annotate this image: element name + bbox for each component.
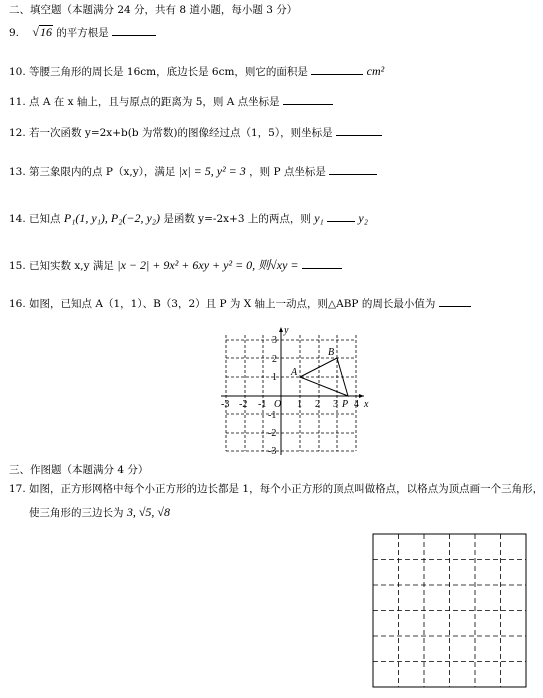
question-17-line-2 bbox=[29, 504, 170, 521]
condition-expression: |x| = 5, y² = 3 bbox=[178, 164, 246, 178]
y-axis-label: y bbox=[284, 325, 289, 336]
question-number: 12. bbox=[9, 127, 26, 139]
answer-blank[interactable] bbox=[302, 257, 342, 269]
question-text: 如图，已知点 A（1，1）、B（3，2）且 P 为 X 轴上一动点，则△ABP 的周长最小值为 bbox=[29, 298, 436, 310]
question-number: 17. bbox=[9, 483, 26, 495]
question-17-line-1 bbox=[9, 481, 543, 497]
x-axis-arrow bbox=[359, 394, 364, 398]
unit: cm² bbox=[366, 64, 385, 78]
question-13 bbox=[9, 163, 377, 180]
question-number: 16. bbox=[9, 298, 26, 310]
answer-blank[interactable] bbox=[329, 163, 377, 175]
answer-blank[interactable] bbox=[336, 124, 382, 136]
y-tick: -1 bbox=[268, 410, 277, 421]
dashed-grid bbox=[226, 335, 356, 451]
question-16 bbox=[9, 295, 471, 312]
point-p-label: P bbox=[342, 399, 349, 410]
origin-label: O bbox=[274, 399, 282, 410]
y1-symbol: y₁ bbox=[314, 211, 324, 225]
question-text: 等腰三角形的周长是 16cm，底边长是 6cm，则它的面积是 bbox=[29, 66, 308, 78]
question-text: 的平方根是 bbox=[56, 27, 109, 39]
x-tick: -1 bbox=[258, 399, 267, 410]
question-14 bbox=[9, 210, 368, 227]
question-number: 14. bbox=[9, 213, 26, 225]
x-tick: 4 bbox=[354, 399, 359, 410]
question-number: 13. bbox=[9, 166, 26, 178]
x-tick: 1 bbox=[297, 399, 302, 410]
y-tick: -2 bbox=[268, 428, 277, 439]
answer-blank[interactable] bbox=[327, 210, 355, 222]
question-11 bbox=[9, 93, 333, 110]
point-a-label: A bbox=[291, 367, 298, 378]
answer-blank[interactable] bbox=[311, 63, 363, 75]
answer-blank[interactable] bbox=[283, 93, 333, 105]
question-text: 如图，正方形网格中每个小正方形的边长都是 1，每个小正方形的顶点叫做格点，以格点为顶点画一个三角形， bbox=[29, 483, 543, 495]
question-text: 已知实数 x,y 满足 bbox=[29, 260, 114, 272]
question-text: 第三象限内的点 P（x,y），满足 bbox=[29, 166, 176, 178]
y-tick: 1 bbox=[272, 372, 277, 383]
x-tick: 2 bbox=[315, 399, 320, 410]
x-tick-labels bbox=[221, 399, 359, 410]
square-grid[interactable] bbox=[372, 533, 528, 689]
question-text: 若一次函数 y=2x+b(b 为常数)的图像经过点（1，5），则坐标是 bbox=[29, 127, 333, 139]
question-number: 11. bbox=[9, 96, 26, 108]
x-tick: -3 bbox=[221, 399, 230, 410]
question-number: 15. bbox=[9, 260, 26, 272]
question-9: 9. √16 的平方根是 bbox=[9, 24, 156, 41]
y-tick: 2 bbox=[272, 354, 277, 365]
side-lengths: 3, √5, √8 bbox=[126, 505, 171, 519]
point-b-label: B bbox=[328, 347, 335, 358]
question-text: 是函数 y=-2x+3 上的两点，则 bbox=[163, 213, 311, 225]
y-tick: 3 bbox=[272, 335, 277, 346]
x-axis-label: x bbox=[364, 399, 369, 410]
question-text: 点 A 在 x 轴上，且与原点的距离为 5，则 A 点坐标是 bbox=[29, 96, 280, 108]
points-expression: P₁(1, y₁), P₂(−2, y₂) bbox=[63, 211, 160, 225]
y-axis-arrow bbox=[279, 327, 283, 332]
section-title-fill-blank: 二、填空题（本题满分 24 分，共有 8 道小题，每小题 3 分） bbox=[9, 4, 298, 16]
question-10 bbox=[9, 63, 384, 80]
question-text: ，则 P 点坐标是 bbox=[249, 166, 326, 178]
question-text: 使三角形的三边长为 bbox=[29, 507, 124, 519]
coordinate-figure bbox=[218, 325, 368, 457]
question-number: 9. bbox=[9, 27, 20, 39]
condition-expression: |x − 2| + 9x² + 6xy + y² = 0, 则√xy = bbox=[117, 258, 299, 272]
section-title-drawing: 三、作图题（本题满分 4 分） bbox=[9, 464, 149, 476]
question-12 bbox=[9, 124, 382, 141]
radicand: 16 bbox=[39, 25, 52, 39]
grid-lines bbox=[373, 534, 526, 687]
y2-symbol: y₂ bbox=[358, 211, 368, 225]
answer-blank[interactable] bbox=[439, 295, 471, 307]
question-text: 已知点 bbox=[29, 213, 61, 225]
question-15 bbox=[9, 257, 342, 274]
x-tick: -2 bbox=[239, 399, 248, 410]
answer-blank[interactable] bbox=[112, 24, 156, 36]
y-tick: -3 bbox=[268, 446, 277, 457]
x-tick: 3 bbox=[333, 399, 338, 410]
question-number: 10. bbox=[9, 66, 26, 78]
